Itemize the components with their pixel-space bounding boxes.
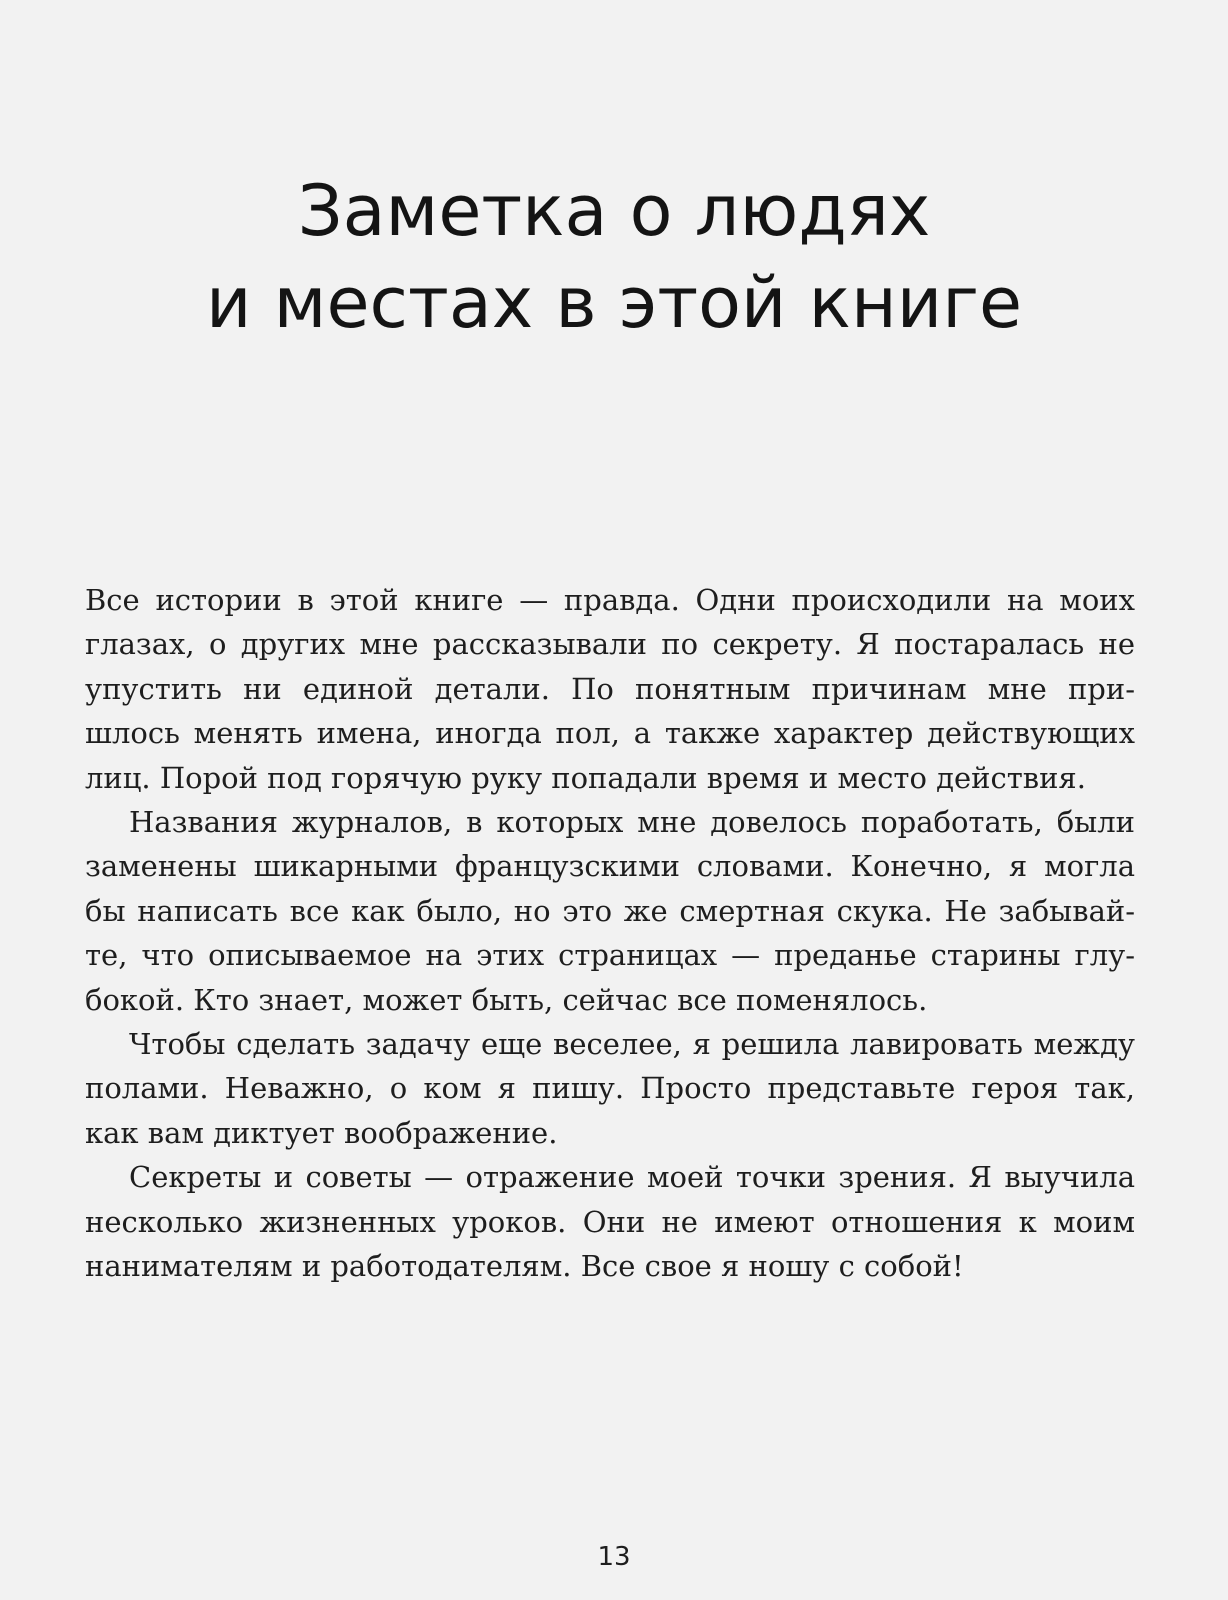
text-line: заменены шикарными французскими словами. Конечно, я могла [85, 849, 1135, 884]
text-line: Чтобы сделать задачу еще веселее, я решила лавировать между [129, 1027, 1135, 1062]
text-line: лиц. Порой под горячую руку попадали время и место действия. [85, 760, 1086, 795]
page-number: 13 [597, 1542, 631, 1572]
text-line: Секреты и советы — отражение моей точки зрения. Я выучила [129, 1160, 1135, 1195]
title-line-1: Заметка о людях [297, 170, 931, 252]
page-title [0, 165, 1228, 349]
text-line: полами. Неважно, о ком я пишу. Просто представьте героя так, [85, 1071, 1135, 1106]
text-line: Все истории в этой книге — правда. Одни происходили на моих [85, 583, 1135, 617]
title-line-2: и местах в этой книге [205, 262, 1023, 344]
text-line: упустить ни единой детали. По понятным причинам мне при- [85, 671, 1135, 706]
text-line: бокой. Кто знает, может быть, сейчас все поменялось. [85, 982, 928, 1017]
text-line: как вам диктует воображение. [85, 1115, 558, 1150]
text-line: глазах, о других мне рассказывали по секрету. Я постаралась не [85, 627, 1135, 662]
text-line: шлось менять имена, иногда пол, а также характер действующих [85, 716, 1135, 751]
text-line: Названия журналов, в которых мне довелось поработать, были [129, 805, 1135, 840]
body-text [85, 578, 1135, 1289]
text-line: несколько жизненных уроков. Они не имеют отношения к моим [85, 1204, 1135, 1239]
text-line: бы написать все как было, но это же смертная скука. Не забывай- [85, 893, 1135, 928]
text-line: те, что описываемое на этих страницах — преданье старины глу- [85, 938, 1135, 973]
text-line: нанимателям и работодателям. Все свое я ношу с собой! [85, 1249, 964, 1284]
